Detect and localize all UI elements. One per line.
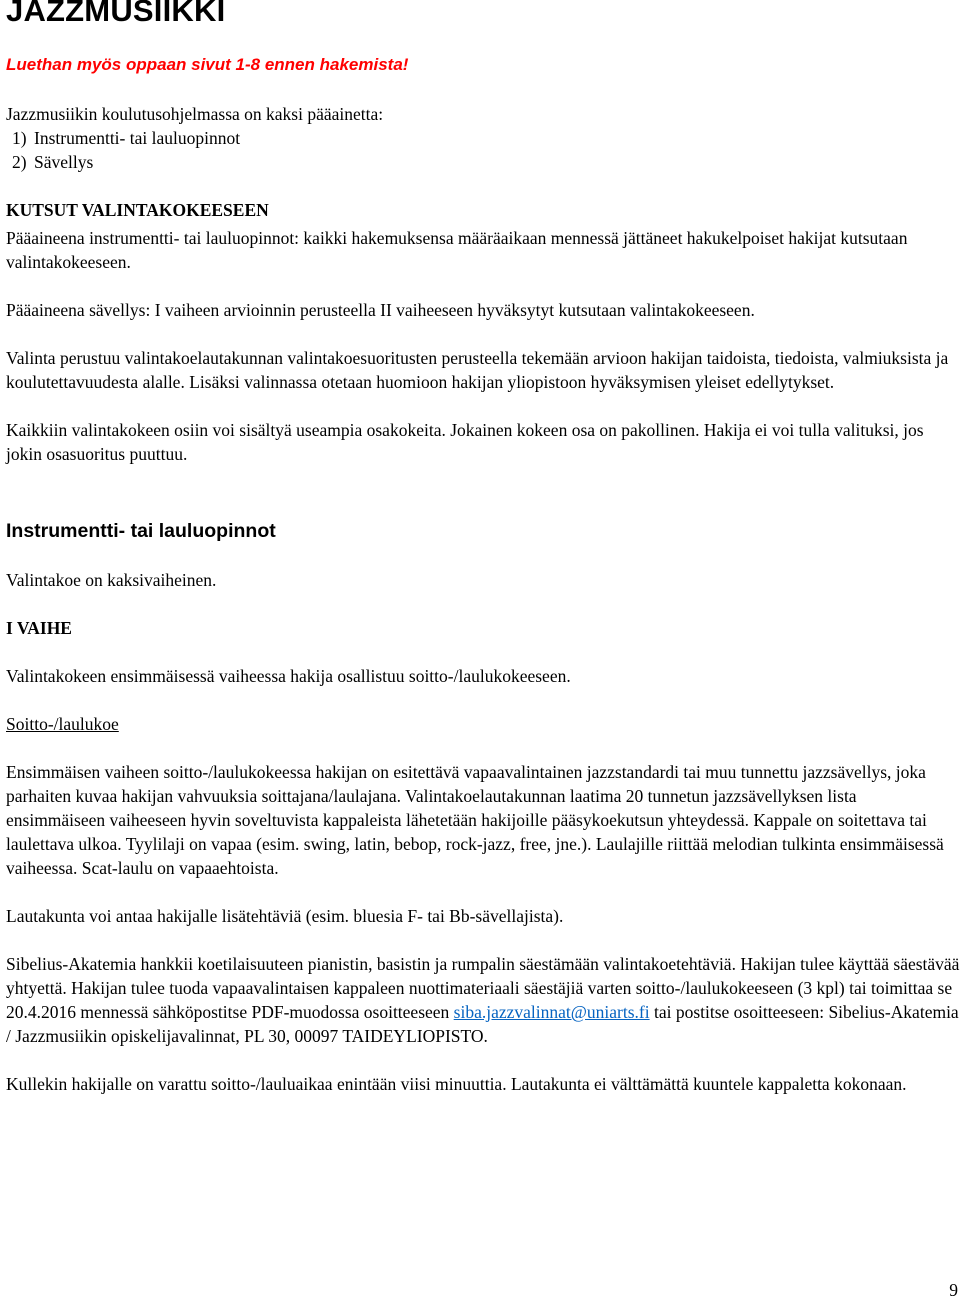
- list-item: 1) Instrumentti- tai lauluopinnot: [12, 128, 241, 148]
- soitto-paragraph-2: Lautakunta voi antaa hakijalle lisätehtäviä (esim. bluesia F- tai Bb-sävellajista).: [6, 906, 564, 926]
- page-number: 9: [949, 1280, 958, 1300]
- section-intro: Valintakoe on kaksivaiheinen.: [6, 570, 217, 590]
- section-heading: Instrumentti- tai lauluopinnot: [6, 520, 276, 542]
- kaikkiin-paragraph: Kaikkiin valintakokeen osiin voi sisältyä useampia osakokeita. Jokainen kokeen osa on pakollinen. Hakija ei voi tulla valituksi, jos jokin osasuoritus puuttuu.: [6, 420, 924, 464]
- list-item: 2) Sävellys: [12, 152, 94, 172]
- phase-intro: Valintakokeen ensimmäisessä vaiheessa hakija osallistuu soitto-/laulukokeeseen.: [6, 666, 571, 686]
- phase-heading: I VAIHE: [6, 618, 72, 638]
- kullekin-paragraph: Kullekin hakijalle on varattu soitto-/lauluaikaa enintään viisi minuuttia. Lautakunta ei välttämättä kuuntele kappaletta kokonaan.: [6, 1074, 907, 1094]
- valinta-paragraph: Valinta perustuu valintakoelautakunnan valintakoesuoritusten perusteella tekemään arvioon hakijan taidoista, tiedoista, valmiuksista ja koulutettavuudesta alalle. Lisäksi valinnassa otetaan huomioon hakijan yliopistoon hyväksymisen yleiset edellytykset.: [6, 348, 949, 392]
- majors-list: [6, 126, 960, 174]
- red-notice: Luethan myös oppaan sivut 1-8 ennen hakemista!: [6, 55, 409, 74]
- intro-text: Jazzmusiikin koulutusohjelmassa on kaksi pääainetta:: [6, 104, 384, 124]
- kutsut-heading: KUTSUT VALINTAKOKEESEEN: [6, 200, 269, 220]
- page-title: JAZZMUSIIKKI: [6, 0, 226, 28]
- document-page: [6, 0, 960, 1096]
- sibelius-paragraph: Sibelius-Akatemia hankkii koetilaisuuteen pianistin, basistin ja rumpalin säestämään valintakoetehtäviä. Hakijan tulee käyttää säestävää yhtyettä. Hakijan tulee tuoda vapaavalintaisen kappaleen nuottimateriaali säestäjiä varten soitto-/laulukokeeseen (3 kpl) tai toimittaa se 20.4.2016 mennessä sähköpostitse PDF-muodossa osoitteeseen siba.jazzvalinnat@uniarts.fi tai postitse osoitteeseen: Sibelius-Akatemia / Jazzmusiikin opiskelijavalinnat, PL 30, 00097 TAIDEYLIOPISTO.: [6, 954, 960, 1046]
- email-link[interactable]: siba.jazzvalinnat@uniarts.fi: [453, 1002, 650, 1022]
- kutsut-paragraph-1: Pääaineena instrumentti- tai lauluopinnot: kaikki hakemuksensa määräaikaan mennessä jättäneet hakukelpoiset hakijat kutsutaan valintakokeeseen.: [6, 228, 908, 272]
- sub-heading: Soitto-/laulukoe: [6, 714, 119, 734]
- soitto-paragraph-1: Ensimmäisen vaiheen soitto-/laulukokeessa hakijan on esitettävä vapaavalintainen jazzstandardi tai muu tunnettu jazzsävellys, joka parhaiten kuvaa hakijan vahvuuksia soittajana/laulajana. Valintakoelautakunnan laatima 20 tunnetun jazzsävellyksen lista ensimmäiseen vaiheeseen hyvin soveltuvista kappaleista lähetetään hakijoille pääsykoekutsun yhteydessä. Kappale on soitettava tai laulettava ulkoa. Tyylilaji on vapaa (esim. swing, latin, bebop, rock-jazz, free, jne.). Laulajille riittää melodian tulkinta ensimmäisessä vaiheessa. Scat-laulu on vapaaehtoista.: [6, 762, 944, 878]
- kutsut-paragraph-2: Pääaineena sävellys: I vaiheen arvioinnin perusteella II vaiheeseen hyväksytyt kutsutaan valintakokeeseen.: [6, 300, 755, 320]
